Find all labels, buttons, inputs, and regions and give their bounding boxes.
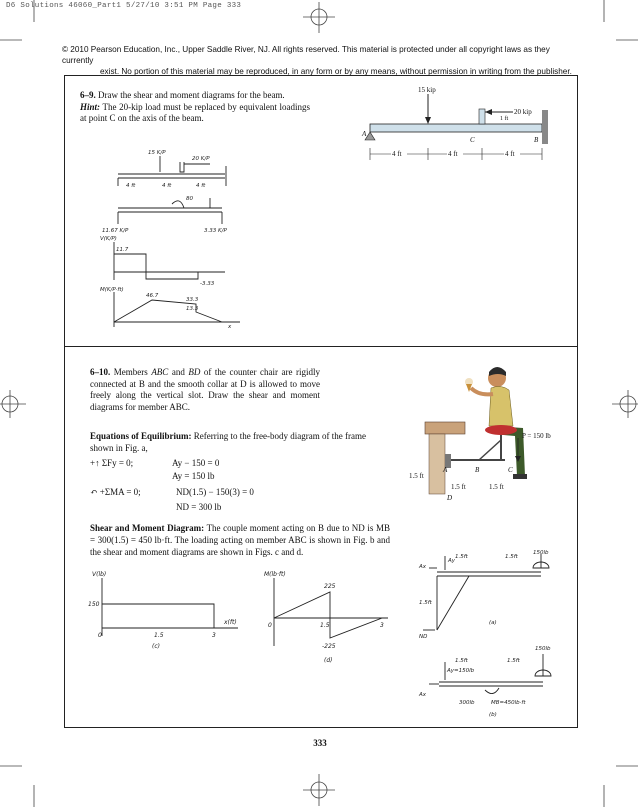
seated-person bbox=[425, 367, 527, 494]
v-value-2: -3.33 bbox=[200, 281, 215, 287]
copyright-notice bbox=[62, 44, 582, 77]
m-caption: (d) bbox=[324, 657, 333, 664]
m-value-1: 46.7 bbox=[146, 293, 159, 299]
offset-label: 1 ft bbox=[500, 116, 509, 122]
hint-text: The 20-kip load must be replaced by equivalent loadings at point C on the axis of the beam. bbox=[80, 101, 310, 123]
v-x-label: x(ft) bbox=[224, 619, 237, 626]
problem-text: Draw the shear and moment diagrams for the beam. bbox=[98, 90, 285, 100]
v-tick-1: 1.5 bbox=[154, 632, 164, 639]
fbd-a bbox=[415, 548, 575, 638]
span-2-label: 4 ft bbox=[448, 150, 458, 158]
problem-divider bbox=[64, 346, 578, 347]
v-tick-0: 0 bbox=[98, 632, 102, 639]
fbd-80-label: 80 bbox=[186, 196, 193, 202]
fbd-span-3: 4 ft bbox=[196, 183, 206, 189]
fbd-span-2: 4 ft bbox=[162, 183, 172, 189]
point-a-label: A bbox=[443, 466, 448, 474]
v-axis-label: V(lb) bbox=[92, 571, 107, 578]
fbd-b-mb: MB=450lb·ft bbox=[491, 700, 526, 706]
fbd-b-ax: Ax bbox=[419, 692, 427, 698]
load-15-label: 15 kip bbox=[418, 86, 436, 94]
member-bd: BD bbox=[188, 367, 201, 377]
fbd-a-dim-1: 1.5ft bbox=[455, 554, 468, 560]
beam bbox=[370, 124, 542, 132]
equilibrium-section bbox=[90, 430, 390, 454]
fbd-a-caption: (a) bbox=[489, 620, 497, 626]
m-axis-label: M(K/P·ft) bbox=[100, 287, 124, 293]
fbd-b-load: 150lb bbox=[535, 646, 551, 652]
fbd-a-dim-v: 1.5ft bbox=[419, 600, 432, 606]
point-c-label: C bbox=[470, 136, 475, 144]
eq1-name: +↑ ΣFy = 0; bbox=[90, 458, 134, 468]
v-value-1: 11.7 bbox=[116, 247, 129, 253]
m-x-label: x bbox=[228, 324, 232, 330]
load-p-label: P = 150 lb bbox=[522, 432, 551, 440]
fbd-a-nd: ND bbox=[419, 634, 428, 638]
beam-figure-6-9 bbox=[358, 84, 568, 164]
eq2-name: ↶ +ΣMA = 0; bbox=[90, 487, 141, 497]
section-heading: Shear and Moment Diagram: bbox=[90, 523, 205, 533]
fbd-b-caption: (b) bbox=[489, 712, 497, 718]
dim-horizontal-1: 1.5 ft bbox=[451, 483, 466, 491]
fbd-b-ay: Ay=150lb bbox=[447, 668, 475, 674]
fbd-a-load: 150lb bbox=[533, 550, 549, 556]
fixed-wall bbox=[542, 110, 548, 144]
fbd-b-nd: 300lb bbox=[459, 700, 475, 706]
fbd-b-dim-1: 1.5ft bbox=[455, 658, 468, 664]
hint-label: Hint: bbox=[80, 101, 101, 112]
shear-moment-section bbox=[90, 522, 390, 558]
section-text: Referring to the free-body diagram of the frame shown in Fig. a, bbox=[90, 431, 366, 453]
point-d-label: D bbox=[447, 494, 453, 502]
v-tick-2: 3 bbox=[212, 632, 216, 639]
moment-diagram-d bbox=[258, 566, 398, 671]
point-b-label: B bbox=[534, 136, 539, 144]
fbd-15-label: 15 K/P bbox=[148, 150, 166, 156]
m-tick-1: 1.5 bbox=[320, 622, 330, 629]
fbd-span-1: 4 ft bbox=[126, 183, 136, 189]
v-caption: (c) bbox=[152, 643, 160, 650]
reaction-b-label: 3.33 K/P bbox=[204, 228, 227, 234]
point-b-label: B bbox=[475, 466, 480, 474]
fbd-a-ay: Ay bbox=[448, 558, 456, 564]
pin-support bbox=[365, 132, 375, 140]
bracket bbox=[479, 109, 485, 124]
m-tick-2: 3 bbox=[380, 622, 384, 629]
statement-and: and bbox=[168, 367, 189, 377]
print-header: D6 Solutions 46060_Part1 5/27/10 3:51 PM Page 333 bbox=[6, 2, 242, 10]
dim-vertical: 1.5 ft bbox=[409, 472, 424, 480]
problem-6-9-statement bbox=[80, 90, 310, 125]
reaction-a-label: 11.67 K/P bbox=[102, 228, 129, 234]
v-axis-label: V(K/P) bbox=[100, 236, 117, 242]
statement-part-1: Members bbox=[113, 367, 152, 377]
copyright-line-2: exist. No portion of this material may be reproduced, in any form or by any means, without permission in writing from the publisher. bbox=[100, 67, 572, 76]
problem-number: 6–9. bbox=[80, 90, 96, 100]
span-1-label: 4 ft bbox=[392, 150, 402, 158]
span-3-label: 4 ft bbox=[505, 150, 515, 158]
counter-chair-figure bbox=[405, 360, 570, 510]
m-tick-0: 0 bbox=[268, 622, 272, 629]
fbd-a-ax: Ax bbox=[419, 564, 427, 570]
eq1-result: Ay = 150 lb bbox=[172, 471, 215, 481]
point-c-label: C bbox=[508, 466, 513, 474]
point-a-label: A bbox=[362, 130, 367, 138]
eq2-result: ND = 300 lb bbox=[176, 502, 222, 512]
load-20-label: 20 kip bbox=[514, 108, 532, 116]
statement-part-2: of the counter chair are rigidly connected at B and the smooth collar at D is allowed to move freely along the vertical slot. Draw the shear and moment diagrams for member ABC. bbox=[90, 367, 321, 412]
m-value-2: 33.3 bbox=[186, 297, 199, 303]
problem-6-10-statement bbox=[90, 367, 320, 413]
m-axis-label: M(lb·ft) bbox=[264, 571, 286, 578]
section-heading: Equations of Equilibrium: bbox=[90, 431, 192, 441]
m-value-2: -225 bbox=[322, 643, 336, 650]
fbd-a-dim-2: 1.5ft bbox=[505, 554, 518, 560]
shear-diagram-c bbox=[88, 566, 248, 656]
section-text: The couple moment acting on B due to ND is MB = 300(1.5) = 450 lb·ft. The loading acting on member ABC is shown in Fig. b and the shear and moment diagrams are shown in Figs. c and d. bbox=[90, 523, 390, 557]
page-number: 333 bbox=[313, 738, 327, 748]
m-value-1: 225 bbox=[324, 583, 336, 590]
fbd-20-label: 20 K/P bbox=[192, 156, 210, 162]
solution-sketch-6-9 bbox=[100, 142, 250, 337]
fbd-b bbox=[415, 638, 575, 720]
fbd-b-dim-2: 1.5ft bbox=[507, 658, 520, 664]
problem-number: 6–10. bbox=[90, 367, 111, 377]
eq2: ND(1.5) − 150(3) = 0 bbox=[176, 487, 254, 497]
v-value: 150 bbox=[88, 601, 100, 608]
dim-horizontal-2: 1.5 ft bbox=[489, 483, 504, 491]
copyright-line-1: © 2010 Pearson Education, Inc., Upper Saddle River, NJ. All rights reserved. This material is protected under all copyright laws as they currently bbox=[62, 45, 550, 65]
m-value-3: 13.3 bbox=[186, 306, 199, 312]
member-abc: ABC bbox=[151, 367, 169, 377]
eq1: Ay − 150 = 0 bbox=[172, 458, 220, 468]
